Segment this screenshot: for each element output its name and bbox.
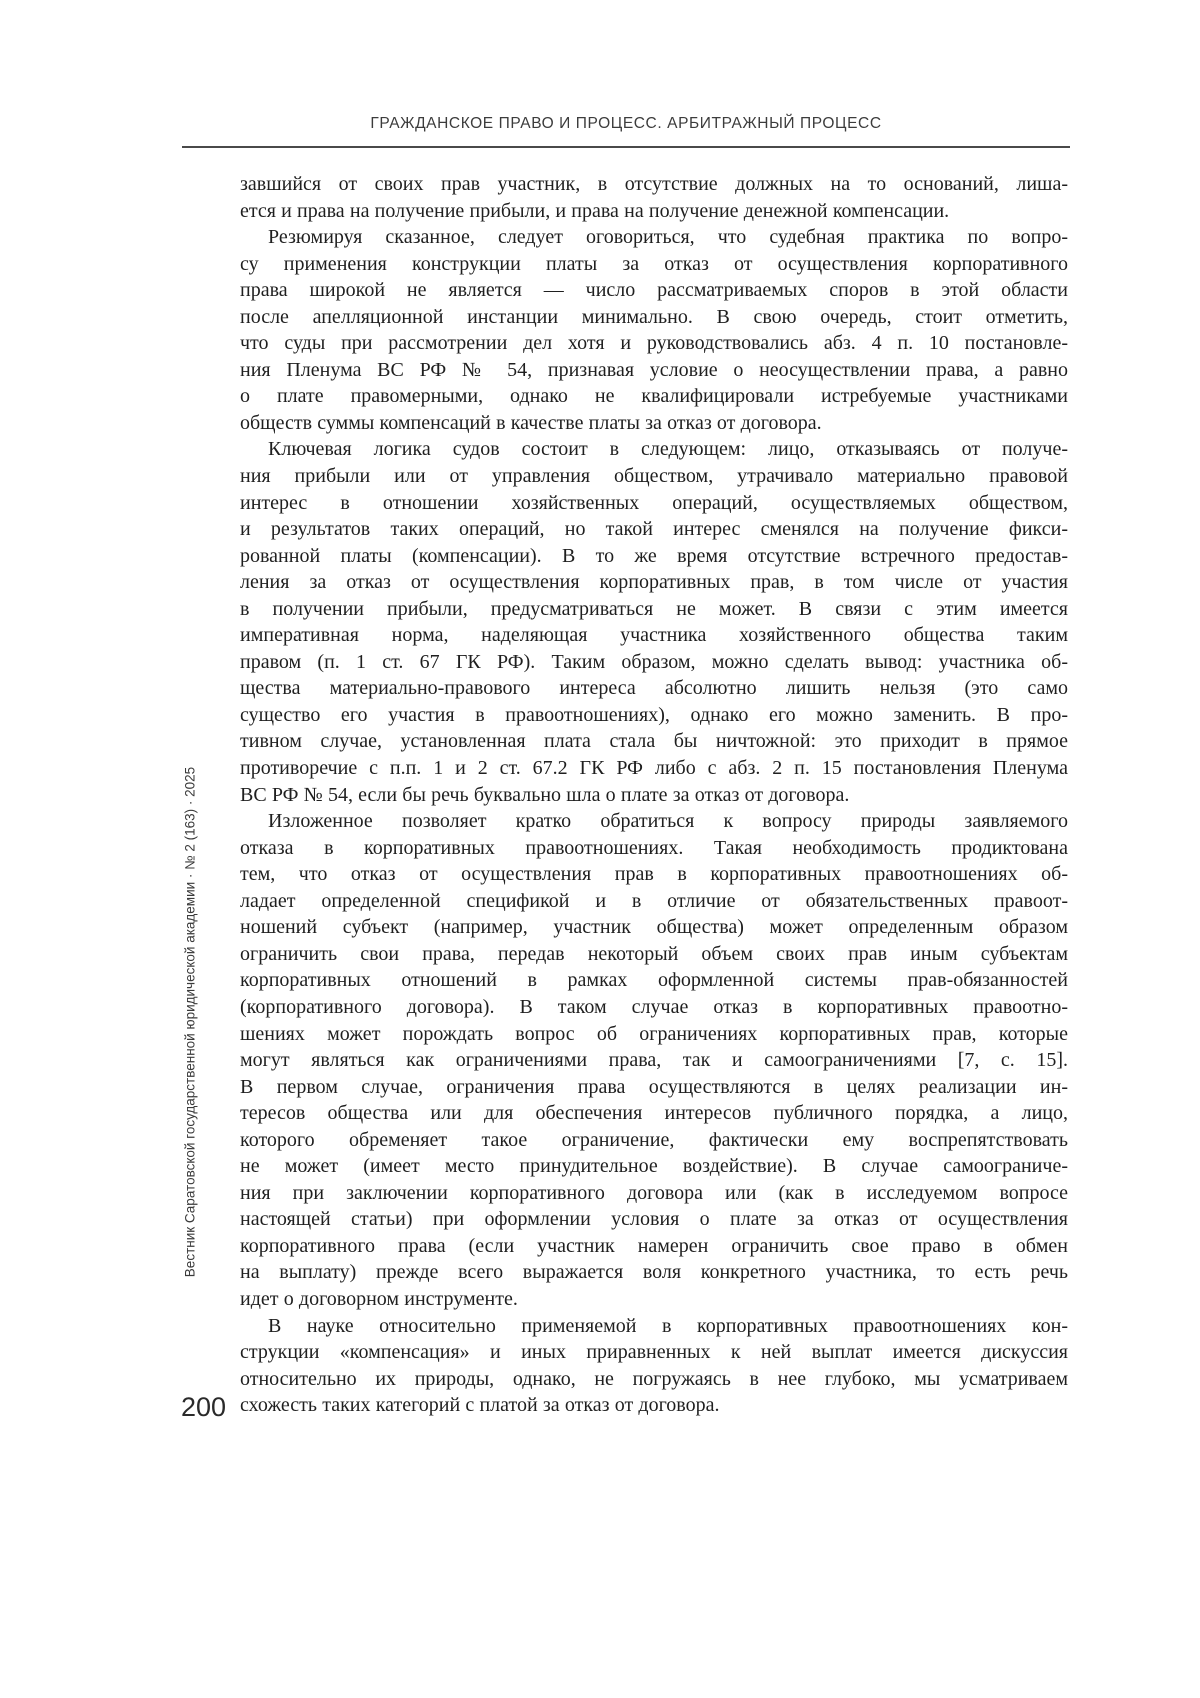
body-text-line: отказа в корпоративных правоотношениях. Такая необходимость продиктована [240,836,1068,859]
body-text-line: ВС РФ № 54, если бы речь буквально шла о плате за отказ от договора. [240,783,850,806]
body-text-line: В первом случае, ограничения права осуществляются в целях реализации ин- [240,1075,1068,1098]
body-text-line: Ключевая логика судов состоит в следующем: лицо, отказываясь от получе- [268,438,1068,461]
body-text-line: су применения конструкции платы за отказ от осуществления корпоративного [240,252,1068,275]
body-text-line: В науке относительно применяемой в корпоративных правоотношениях кон- [268,1314,1068,1337]
body-text-line: ния Пленума ВС РФ № 54, признавая условие о неосуществлении права, а равно [240,358,1068,381]
body-text-line: правом (п. 1 ст. 67 ГК РФ). Таким образом, можно сделать вывод: участника об- [240,650,1068,673]
body-text-line: рованной платы (компенсации). В то же время отсутствие встречного предостав- [240,544,1068,567]
body-text-line: завшийся от своих прав участник, в отсутствие должных на то оснований, лиша- [240,173,1068,195]
body-text-line: и результатов таких операций, но такой интерес сменялся на получение фикси- [240,518,1068,541]
body-text-line: императивная норма, наделяющая участника хозяйственного общества таким [240,624,1068,647]
body-text-line: ется и права на получение прибыли, и права на получение денежной компенсации. [240,199,950,222]
body-text-line: тем, что отказ от осуществления прав в корпоративных правоотношениях об- [240,863,1068,886]
body-text-line: схожесть таких категорий с платой за отказ от договора. [240,1394,720,1417]
body-text-line: в получении прибыли, предусматриваться не может. В связи с этим имеется [240,597,1068,620]
body-text-line: противоречие с п.п. 1 и 2 ст. 67.2 ГК РФ либо с абз. 2 п. 15 постановления Пленума [240,757,1068,780]
body-text-line: тивном случае, установленная плата стала бы ничтожной: это приходит в прямое [240,730,1068,753]
body-text-line: интерес в отношении хозяйственных операций, осуществляемых обществом, [240,491,1068,514]
body-text-line: которого обременяет такое ограничение, фактически ему воспрепятствовать [240,1128,1068,1151]
article-body [240,171,1068,1419]
body-text-line: щества материально-правового интереса абсолютно лишить нельзя (это само [240,677,1068,700]
journal-sidebar-caption: Вестник Саратовской государственной юридической академии · № 2 (163) · 2025 [182,766,198,1278]
header-rule [182,146,1070,148]
body-text-line: идет о договорном инструменте. [240,1287,518,1310]
body-text-line: могут являться как ограничениями права, так и самоограничениями [7, с. 15]. [240,1049,1068,1072]
body-text-line: после апелляционной инстанции минимально. В свою очередь, стоит отметить, [240,305,1068,328]
body-text-line: на выплату) прежде всего выражается воля конкретного участника, то есть речь [240,1261,1068,1284]
body-text-line: относительно их природы, однако, не погружаясь в нее глубоко, мы усматриваем [240,1367,1068,1390]
body-text-line: настоящей статьи) при оформлении условия о плате за отказ от осуществления [240,1208,1068,1231]
body-text-line: ния при заключении корпоративного договора или (как в исследуемом вопросе [240,1181,1068,1204]
body-text-line: тересов общества или для обеспечения интересов публичного порядка, а лицо, [240,1102,1068,1125]
body-text-line: о плате правомерными, однако не квалифицировали истребуемые участниками [240,385,1068,408]
body-text-line: корпоративного права (если участник намерен ограничить свое право в обмен [240,1234,1068,1257]
body-text-line: существо его участия в правоотношениях), однако его можно заменить. В про- [240,703,1068,726]
page-number: 200 [181,1392,227,1422]
body-text-line: обществ суммы компенсаций в качестве платы за отказ от договора. [240,411,822,434]
body-text-line: что суды при рассмотрении дел хотя и руководствовались абз. 4 п. 10 постановле- [240,332,1068,355]
body-text-line: струкции «компенсация» и иных приравненных к ней выплат имеется дискуссия [240,1341,1068,1364]
body-text-line: ления за отказ от осуществления корпоративных прав, в том числе от участия [240,571,1068,594]
body-text-line: ношений субъект (например, участник общества) может определенным образом [240,916,1068,939]
body-text-line: права широкой не является — число рассматриваемых споров в этой области [240,279,1068,302]
body-text-line: ладает определенной спецификой и в отличие от обязательственных правоот- [240,889,1068,912]
body-text-line: шениях может порождать вопрос об ограничениях корпоративных прав, которые [240,1022,1068,1045]
body-text-line: ния прибыли или от управления обществом, утрачивало материально правовой [240,465,1068,488]
body-text-line: (корпоративного договора). В таком случае отказ в корпоративных правоотно- [240,995,1068,1018]
running-head-section-title: ГРАЖДАНСКОЕ ПРАВО И ПРОЦЕСС. АРБИТРАЖНЫЙ ПРОЦЕСС [370,115,882,132]
body-text-line: ограничить свои права, передав некоторый объем своих прав иным субъектам [240,942,1068,965]
body-text-line: Резюмируя сказанное, следует оговориться, что судебная практика по вопро- [268,226,1068,249]
body-text-line: корпоративных отношений в рамках оформленной системы прав-обязанностей [240,969,1068,992]
body-text-line: Изложенное позволяет кратко обратиться к вопросу природы заявляемого [268,810,1068,833]
body-text-line: не может (имеет место принудительное воздействие). В случае самоограниче- [240,1155,1068,1178]
